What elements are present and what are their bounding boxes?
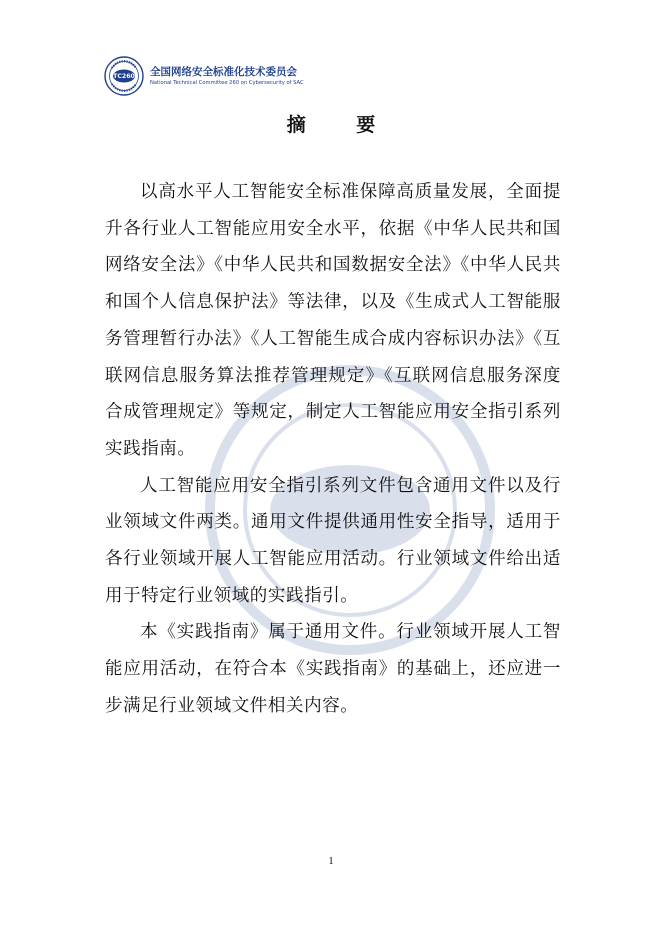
page-number: 1 bbox=[328, 855, 334, 867]
seal-label: TC260 bbox=[113, 73, 135, 81]
paragraph: 人工智能应用安全指引系列文件包含通用文件以及行业领域文件两类。通用文件提供通用性安全指导，适用于各行业领域开展人工智能应用活动。行业领域文件给出适用于特定行业领域的实践指引。 bbox=[105, 475, 561, 606]
abstract-body bbox=[105, 174, 561, 725]
paragraph: 本《实践指南》属于通用文件。行业领域开展人工智能应用活动，在符合本《实践指南》的基础上，还应进一步满足行业领域文件相关内容。 bbox=[105, 622, 561, 716]
paragraph: 以高水平人工智能安全标准保障高质量发展，全面提升各行业人工智能应用安全水平，依据《中华人民共和国网络安全法》《中华人民共和国数据安全法》《中华人民共和国个人信息保护法》等法律，以及《生成式人工智能服务管理暂行办法》《人工智能生成合成内容标识办法》《互联网信息服务算法推荐管理规定》《互联网信息服务深度合成管理规定》等规定，制定人工智能应用安全指引系列实践指南。 bbox=[105, 182, 561, 459]
page-title: 摘 要 bbox=[286, 114, 398, 136]
org-name-cn: 全国网络安全标准化技术委员会 bbox=[150, 65, 297, 78]
header-logo bbox=[104, 52, 314, 100]
org-name-en: National Technical Committee 260 on Cybersecurity of SAC bbox=[150, 79, 304, 86]
tc260-seal-icon bbox=[104, 56, 144, 96]
